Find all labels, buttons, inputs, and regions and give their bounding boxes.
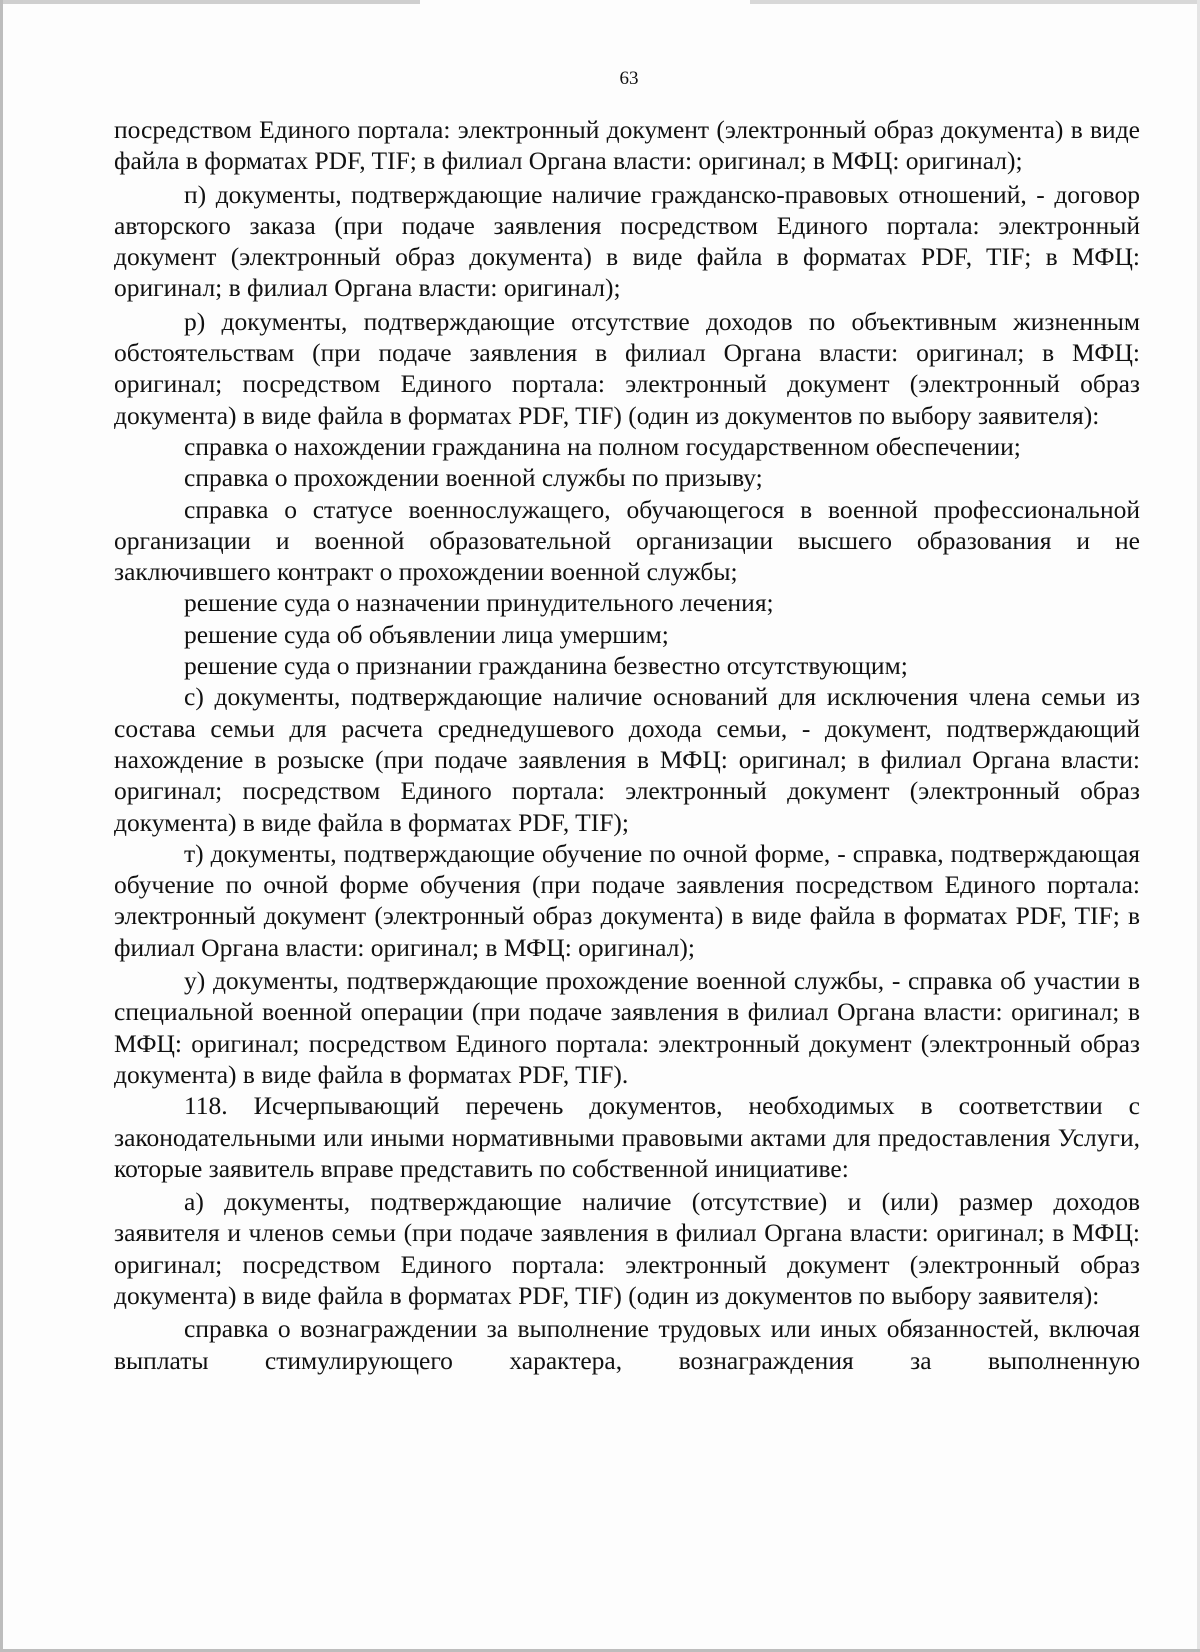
list-item: решение суда о назначении принудительного лечения; — [184, 588, 774, 618]
scan-edge — [0, 0, 1200, 4]
list-item: решение суда об объявлении лица умершим; — [184, 619, 669, 649]
list-item: справка о нахождении гражданина на полном государственном обеспечении; — [184, 431, 1021, 461]
paragraph: п) документы, подтверждающие наличие гражданско-правовых отношений, - договор авторского заказа (при подаче заявления посредством Единого портала: электронный документ (электронный образ документа) в виде файла в форматах PDF, TIF; в МФЦ: оригинал; в филиал Органа власти: оригинал); — [114, 179, 1140, 303]
paragraph: посредством Единого портала: электронный документ (электронный образ документа) в виде файла в форматах PDF, TIF; в филиал Органа власти: оригинал; в МФЦ: оригинал); — [114, 115, 1140, 176]
paragraph: у) документы, подтверждающие прохождение военной службы, - справка об участии в специальной военной операции (при подаче заявления в филиал Органа власти: оригинал; в МФЦ: оригинал; посредством Единого портала: электронный документ (электронный образ документа) в виде файла в форматах PDF, TIF). — [114, 966, 1140, 1089]
list-item: справка о статусе военнослужащего, обучающегося в военной профессиональной организации и военной образовательной организации высшего образования и не заключившего контракт о прохождении военной службы; — [114, 494, 1140, 587]
list-item: справка о прохождении военной службы по призыву; — [184, 463, 763, 493]
paragraph: р) документы, подтверждающие отсутствие доходов по объективным жизненным обстоятельствам (при подаче заявления в филиал Органа власти: оригинал; в МФЦ: оригинал; посредством Единого портала: электронный документ (электронный образ документа) в виде файла в форматах PDF, TIF) (один из документов по выбору заявителя): — [114, 306, 1140, 430]
paragraph: 118. Исчерпывающий перечень документов, необходимых в соответствии с законодательными или иными нормативными правовыми актами для предоставления Услуги, которые заявитель вправе представить по собственной инициативе: — [114, 1091, 1140, 1183]
paragraph: с) документы, подтверждающие наличие оснований для исключения члена семьи из состава семьи для расчета среднедушевого дохода семьи, - документ, подтверждающий нахождение в розыске (при подаче заявления в МФЦ: оригинал; в филиал Органа власти: оригинал; посредством Единого портала: электронный документ (электронный образ документа) в виде файла в форматах PDF, TIF); — [114, 682, 1140, 837]
paragraph: а) документы, подтверждающие наличие (отсутствие) и (или) размер доходов заявителя и членов семьи (при подаче заявления в филиал Органа власти: оригинал; в МФЦ: оригинал; посредством Единого портала: электронный документ (электронный образ документа) в виде файла в форматах PDF, TIF) (один из документов по выбору заявителя): — [114, 1187, 1140, 1310]
page-number: 63 — [619, 68, 639, 89]
paragraph: т) документы, подтверждающие обучение по очной форме, - справка, подтверждающая обучение по очной форме обучения (при подаче заявления посредством Единого портала: электронный документ (электронный образ документа) в виде файла в форматах PDF, TIF; в филиал Органа власти: оригинал; в МФЦ: оригинал); — [114, 838, 1140, 962]
list-item: решение суда о признании гражданина безвестно отсутствующим; — [184, 651, 908, 681]
scan-edge — [0, 0, 3, 1652]
document-body — [114, 114, 1140, 1376]
paragraph: справка о вознаграждении за выполнение трудовых или иных обязанностей, включая выплаты стимулирующего характера, вознаграждения за выполненную — [114, 1314, 1140, 1375]
